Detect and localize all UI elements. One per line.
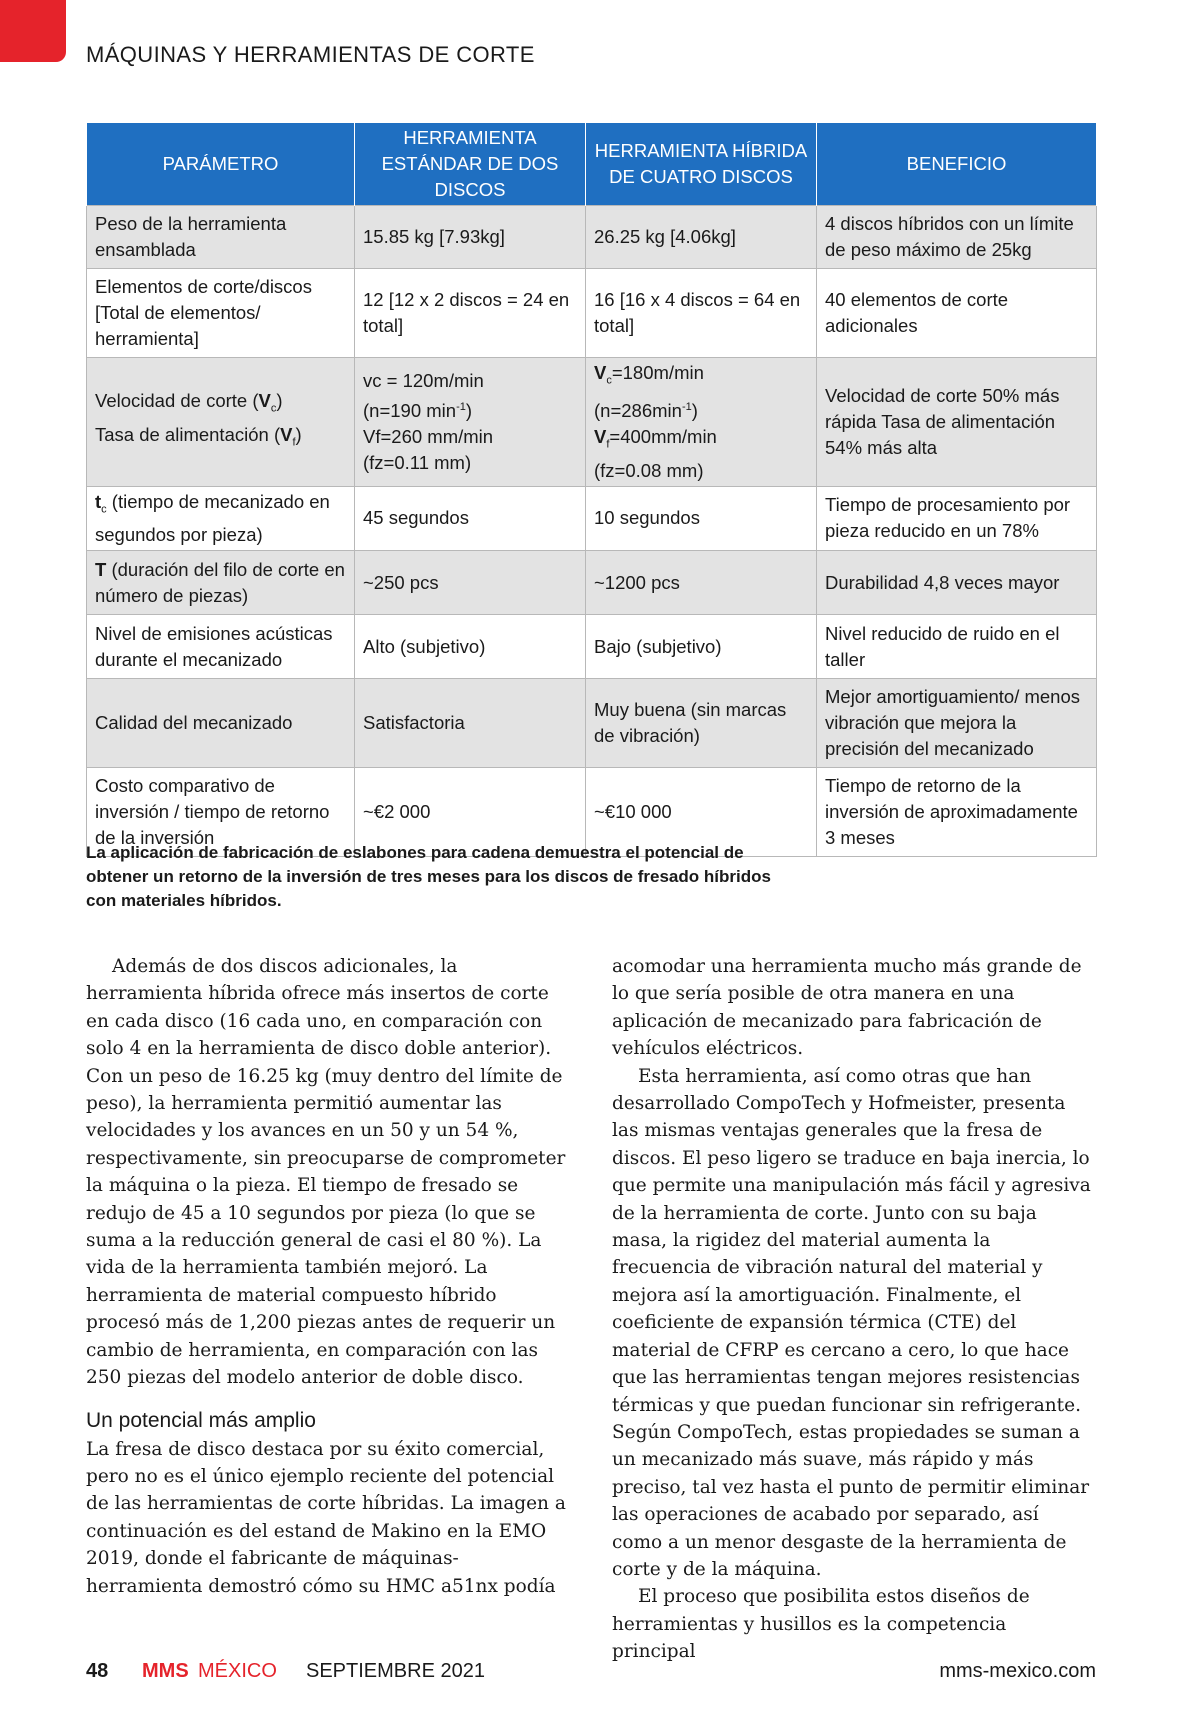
magazine-brand-country: MÉXICO xyxy=(198,1660,277,1682)
table-cell: ~€10 000 xyxy=(586,768,817,857)
table-row xyxy=(87,679,1097,768)
comparison-table xyxy=(86,123,1097,857)
table-cell-velocidad-hibrida: $V_c=180m/\min$ $(n=286\min^{-1})$ $V_f=400mm/\min$ (fz=0.08 mm) xyxy=(586,358,817,487)
magazine-brand: MMS xyxy=(142,1660,189,1682)
table-caption: La aplicación de fabricación de eslabones para cadena demuestra el potencial de obtener un retorno de la inversión de tres meses para los discos de fresado híbridos con materiales híbridos. xyxy=(86,843,771,910)
table-cell: 45 segundos xyxy=(355,486,586,551)
table-cell: Velocidad de corte 50% más rápida Tasa de alimentación 54% más alta xyxy=(817,358,1097,487)
table-cell: Nivel de emisiones acústicas durante el mecanizado xyxy=(87,615,355,679)
section-color-tab xyxy=(0,0,66,62)
table-cell: 15.85 kg [7.93kg] xyxy=(355,206,586,269)
table-cell: 40 elementos de corte adicionales xyxy=(817,269,1097,358)
paragraph: El proceso que posibilita estos diseños de herramientas y husillos es la competencia principal xyxy=(612,1586,1030,1663)
table-cell: 4 discos híbridos con un límite de peso máximo de 25kg xyxy=(817,206,1097,269)
table-cell-tiempo: $t_c$ (tiempo de mecanizado en segundos por pieza) xyxy=(87,486,355,551)
paragraph: Además de dos discos adicionales, la herramienta híbrida ofrece más insertos de corte en cada disco (16 cada uno, en comparación con solo 4 en la herramienta de disco doble anterior). Con un peso de 16.25 kg (muy dentro del límite de peso), la herramienta permitió aumentar las velocidades y los avances en un 50 y un 54 %, respectivamente, sin preocuparse de comprometer la máquina o la pieza. El tiempo de fresado se redujo de 45 a 10 segundos por pieza (lo que se suma a la reducción general de casi el 80 %). La vida de la herramienta también mejoró. La herramienta de material compuesto híbrido procesó más de 1,200 piezas antes de requerir un cambio de herramienta, en comparación con las 250 piezas del modelo anterior de doble disco. xyxy=(86,956,566,1389)
table-row xyxy=(87,206,1097,269)
table-cell: Muy buena (sin marcas de vibración) xyxy=(586,679,817,768)
table-cell-duracion: T (duración del filo de corte en número de piezas) xyxy=(87,551,355,615)
table-cell: Peso de la herramienta ensamblada xyxy=(87,206,355,269)
table-header-row xyxy=(87,123,1097,206)
table-cell: Bajo (subjetivo) xyxy=(586,615,817,679)
table-cell: ~€2 000 xyxy=(355,768,586,857)
table-cell: 16 [16 x 4 discos = 64 en total] xyxy=(586,269,817,358)
table-cell: Nivel reducido de ruido en el taller xyxy=(817,615,1097,679)
table-cell: 12 [12 x 2 discos = 24 en total] xyxy=(355,269,586,358)
table-cell: Satisfactoria xyxy=(355,679,586,768)
table-cell: Mejor amortiguamiento/ menos vibración que mejora la precisión del mecanizado xyxy=(817,679,1097,768)
table-row xyxy=(87,551,1097,615)
article-column-left xyxy=(86,953,566,1600)
header-beneficio: BENEFICIO xyxy=(817,123,1097,206)
section-title: MÁQUINAS Y HERRAMIENTAS DE CORTE xyxy=(86,42,535,67)
table-row xyxy=(87,358,1097,487)
paragraph: Esta herramienta, así como otras que han desarrollado CompoTech y Hofmeister, presenta las mismas ventajas generales que la fresa de discos. El peso ligero se traduce en baja inercia, lo que permite una manipulación más fácil y agresiva de la herramienta de corte. Junto con su baja masa, la rigidez del material aumenta la frecuencia de vibración natural del material y mejora así la amortiguación. Finalmente, el coeficiente de expansión térmica (CTE) del material de CFRP es cercano a cero, lo que hace que las herramientas tengan mejores resistencias térmicas y que puedan funcionar sin refrigerante. Según CompoTech, estas propiedades se suman a un mecanizado más suave, más rápido y más preciso, tal vez hasta el punto de permitir eliminar las operaciones de acabado por separado, así como a un menor desgaste de la herramienta de corte y de la máquina. xyxy=(612,1065,1091,1580)
table-cell: Elementos de corte/discos [Total de elementos/ herramienta] xyxy=(87,269,355,358)
table-cell-velocidad: Velocidad de corte $(V_c)$ Tasa de alimentación $(V_f)$ xyxy=(87,358,355,487)
table-cell: Calidad del mecanizado xyxy=(87,679,355,768)
header-herramienta-hibrida: HERRAMIENTA HÍBRIDA DE CUATRO DISCOS xyxy=(586,123,817,206)
article-column-right xyxy=(612,953,1092,1666)
table-cell: Tiempo de procesamiento por pieza reducido en un 78% xyxy=(817,486,1097,551)
table-cell: Costo comparativo de inversión / tiempo de retorno de la inversión xyxy=(87,768,355,857)
table-cell: 26.25 kg [4.06kg] xyxy=(586,206,817,269)
table-row xyxy=(87,615,1097,679)
table-cell: ~250 pcs xyxy=(355,551,586,615)
table-cell: Tiempo de retorno de la inversión de aproximadamente 3 meses xyxy=(817,768,1097,857)
table-row xyxy=(87,269,1097,358)
table-cell: ~1200 pcs xyxy=(586,551,817,615)
issue-date: SEPTIEMBRE 2021 xyxy=(306,1660,485,1682)
header-parametro: PARÁMETRO xyxy=(87,123,355,206)
table-cell-velocidad-estandar: vc = 120m/min (n=190 $\min^{-1}$) Vf=260 mm/min (fz=0.11 mm) xyxy=(355,358,586,487)
page-number: 48 xyxy=(86,1660,109,1682)
paragraph: acomodar una herramienta mucho más grande de lo que sería posible de otra manera en una aplicación de mecanizado para fabricación de vehículos eléctricos. xyxy=(612,956,1082,1060)
subheading: Un potencial más amplio xyxy=(86,1408,316,1432)
table-cell: 10 segundos xyxy=(586,486,817,551)
table-cell: Alto (subjetivo) xyxy=(355,615,586,679)
table-row xyxy=(87,486,1097,551)
header-herramienta-estandar: HERRAMIENTA ESTÁNDAR DE DOS DISCOS xyxy=(355,123,586,206)
paragraph: La fresa de disco destaca por su éxito comercial, pero no es el único ejemplo reciente del potencial de las herramientas de corte híbridas. La imagen a continuación es del estand de Makino en la EMO 2019, donde el fabricante de máquinas-herramienta demostró cómo su HMC a51nx podía xyxy=(86,1438,566,1597)
website-link[interactable]: mms-mexico.com xyxy=(939,1660,1096,1682)
table-cell: Durabilidad 4,8 veces mayor xyxy=(817,551,1097,615)
